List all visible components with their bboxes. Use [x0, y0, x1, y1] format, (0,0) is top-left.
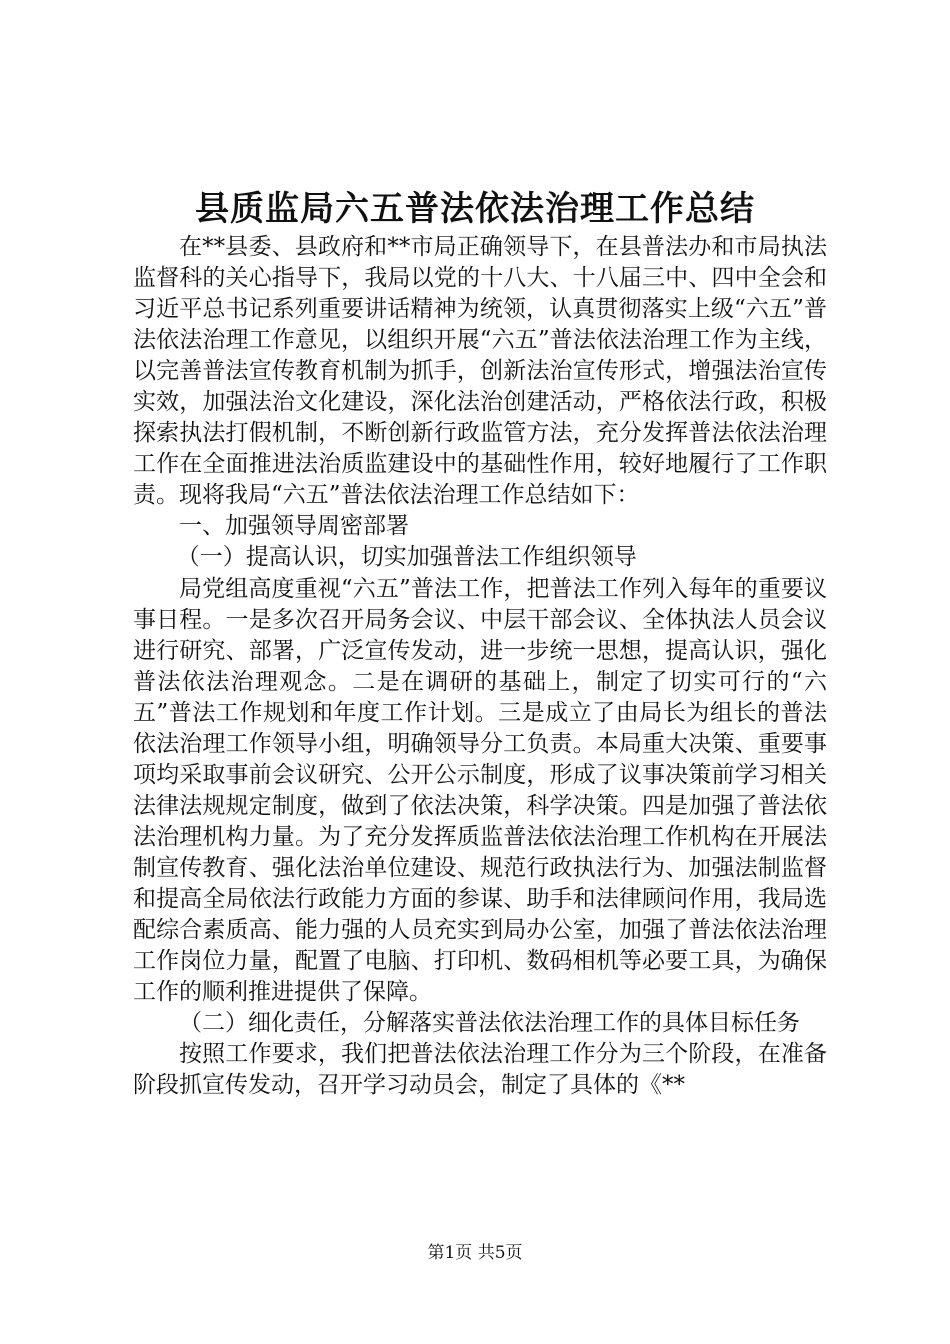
body-paragraph-2: 按照工作要求，我们把普法依法治理工作分为三个阶段，在准备阶段抓宣传发动，召开学习动员会，制定了具体的《** [133, 1041, 827, 1099]
intro-paragraph: 在**县委、县政府和**市局正确领导下，在县普法办和市局执法监督科的关心指导下，我局以党的十八大、十八届三中、四中全会和习近平总书记系列重要讲话精神为统领，认真贯彻落实上级“六五”普法依法治理工作意见，以组织开展“六五”普法依法治理工作为主线，以完善普法宣传教育机制为抓手，创新法治宣传形式，增强法治宣传实效，加强法治文化建设，深化法治创建活动，严格依法行政，积极探索执法打假机制，不断创新行政监管方法，充分发挥普法依法治理工作在全面推进法治质监建设中的基础性作用，较好地履行了工作职责。现将我局“六五”普法依法治理工作总结如下： [133, 234, 827, 509]
document-body [133, 232, 827, 1101]
document-title: 县质监局六五普法依法治理工作总结 [195, 189, 755, 229]
subsection-heading-2: （二）细化责任，分解落实普法依法治理工作的具体目标任务 [179, 1010, 800, 1037]
subsection-heading-1: （一）提高认识，切实加强普法工作组织领导 [176, 544, 637, 571]
page-footer: 第1页 共5页 [427, 1243, 523, 1263]
section-heading-1: 一、加强领导周密部署 [179, 513, 409, 540]
body-paragraph-1: 局党组高度重视“六五”普法工作，把普法工作列入每年的重要议事日程。一是多次召开局务会议、中层干部会议、全体执法人员会议进行研究、部署，广泛宣传发动，进一步统一思想，提高认识，强化普法依法治理观念。二是在调研的基础上，制定了切实可行的“六五”普法工作规划和年度工作计划。三是成立了由局长为组长的普法依法治理工作领导小组，明确领导分工负责。本局重大决策、重要事项均采取事前会议研究、公开公示制度，形成了议事决策前学习相关法律法规规定制度，做到了依法决策，科学决策。四是加强了普法依法治理机构力量。为了充分发挥质监普法依法治理工作机构在开展法制宣传教育、强化法治单位建设、规范行政执法行为、加强法制监督和提高全局依法行政能力方面的参谋、助手和法律顾问作用，我局选配综合素质高、能力强的人员充实到局办公室，加强了普法依法治理工作岗位力量，配置了电脑、打印机、数码相机等必要工具，为确保工作的顺利推进提供了保障。 [133, 575, 827, 1006]
